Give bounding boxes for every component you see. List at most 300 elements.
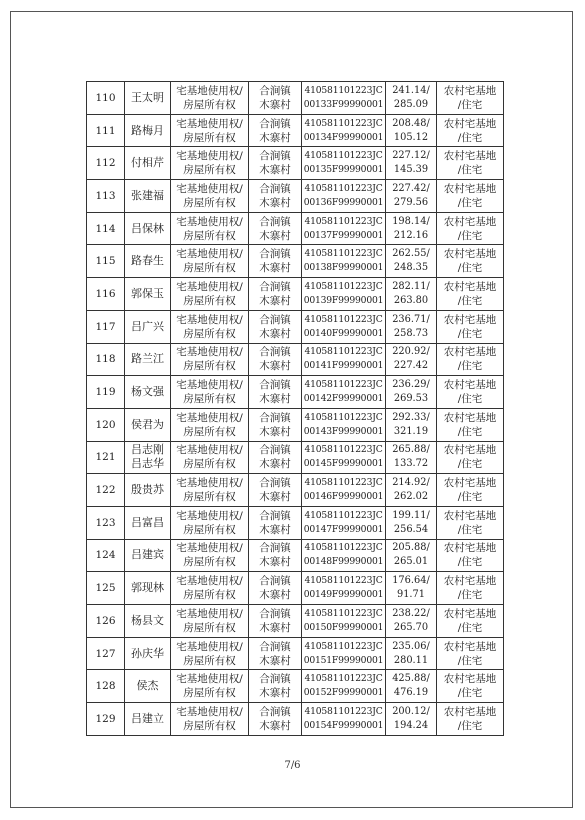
cell-number: 113 xyxy=(87,180,125,213)
cell-right-type xyxy=(171,343,249,376)
cell-land-use xyxy=(437,180,504,213)
cell-location-line: 合涧镇 xyxy=(259,477,291,490)
cell-right-type-line: 房屋所有权 xyxy=(183,262,236,275)
cell-location-line: 木寨村 xyxy=(259,556,291,569)
cell-area-line: 194.24 xyxy=(393,719,429,731)
cell-land-use-line: /住宅 xyxy=(457,654,483,667)
table-row xyxy=(87,670,504,703)
table-row xyxy=(87,245,504,278)
table-row xyxy=(87,147,504,180)
cell-land-use-line: 农村宅基地 xyxy=(443,117,497,130)
cell-area-line: 282.11/ xyxy=(392,280,430,292)
cell-right-type xyxy=(171,572,249,605)
cell-location-line: 合涧镇 xyxy=(259,509,291,522)
cell-location-line: 木寨村 xyxy=(259,425,291,438)
cell-parcel-code xyxy=(302,703,386,736)
cell-land-use xyxy=(437,376,504,409)
cell-parcel-code-line: 410581101223JC xyxy=(304,313,383,325)
cell-right-type-line: 宅基地使用权/ xyxy=(176,182,243,195)
cell-parcel-code-line: 00143F99990001 xyxy=(303,425,384,437)
cell-area-line: 265.70 xyxy=(393,621,429,633)
cell-right-type-line: 宅基地使用权/ xyxy=(176,607,243,620)
cell-area-line: 280.11 xyxy=(393,654,429,666)
cell-parcel-code-line: 00140F99990001 xyxy=(303,327,384,339)
cell-area-line: 198.14/ xyxy=(392,215,430,227)
cell-number: 115 xyxy=(87,245,125,278)
cell-parcel-code-line: 00133F99990001 xyxy=(303,98,384,110)
cell-parcel-code-line: 410581101223JC xyxy=(304,509,383,521)
cell-parcel-code-line: 00138F99990001 xyxy=(303,262,384,274)
cell-location-line: 合涧镇 xyxy=(259,346,291,359)
cell-land-use-line: /住宅 xyxy=(457,589,483,602)
cell-owner-name xyxy=(125,82,171,115)
cell-location-line: 合涧镇 xyxy=(259,280,291,293)
cell-area-line: 279.56 xyxy=(393,196,429,208)
page-number: 7/6 xyxy=(284,760,301,771)
cell-parcel-code-line: 00145F99990001 xyxy=(303,458,384,470)
cell-area xyxy=(386,572,437,605)
cell-location-line: 合涧镇 xyxy=(259,607,291,620)
cell-location xyxy=(249,343,302,376)
cell-owner-name-line: 孙庆华 xyxy=(131,646,164,660)
cell-number: 129 xyxy=(87,703,125,736)
cell-owner-name-line: 侯杰 xyxy=(136,679,159,693)
cell-parcel-code-line: 00142F99990001 xyxy=(303,393,384,405)
cell-area-line: 133.72 xyxy=(393,458,429,470)
cell-location-line: 木寨村 xyxy=(259,719,291,732)
cell-area-line: 227.42/ xyxy=(392,182,430,194)
cell-number: 110 xyxy=(87,82,125,115)
cell-parcel-code-line: 00148F99990001 xyxy=(303,556,384,568)
cell-parcel-code-line: 410581101223JC xyxy=(304,640,383,652)
cell-location-line: 木寨村 xyxy=(259,589,291,602)
cell-parcel-code xyxy=(302,506,386,539)
cell-number: 120 xyxy=(87,408,125,441)
cell-location-line: 合涧镇 xyxy=(259,117,291,130)
cell-owner-name-line: 路梅月 xyxy=(131,123,164,137)
cell-right-type-line: 宅基地使用权/ xyxy=(176,542,243,555)
cell-area-line: 241.14/ xyxy=(392,84,430,96)
cell-owner-name-line: 侯君为 xyxy=(131,417,164,431)
cell-location-line: 合涧镇 xyxy=(259,542,291,555)
cell-right-type-line: 房屋所有权 xyxy=(183,589,236,602)
cell-owner-name-line: 郭保玉 xyxy=(131,286,164,300)
cell-owner-name-line: 吕建立 xyxy=(131,711,164,725)
cell-land-use-line: /住宅 xyxy=(457,458,483,471)
registry-table-body xyxy=(87,82,504,736)
cell-area-line: 265.01 xyxy=(393,556,429,568)
cell-right-type xyxy=(171,441,249,474)
cell-location-line: 木寨村 xyxy=(259,131,291,144)
cell-right-type-line: 宅基地使用权/ xyxy=(176,640,243,653)
table-row xyxy=(87,310,504,343)
cell-owner-name xyxy=(125,343,171,376)
cell-area xyxy=(386,376,437,409)
cell-location xyxy=(249,82,302,115)
cell-parcel-code-line: 410581101223JC xyxy=(304,411,383,423)
cell-area-line: 476.19 xyxy=(393,687,429,699)
cell-location xyxy=(249,147,302,180)
cell-right-type xyxy=(171,605,249,638)
cell-owner-name-line: 王太明 xyxy=(131,90,164,104)
cell-parcel-code xyxy=(302,147,386,180)
cell-parcel-code-line: 410581101223JC xyxy=(304,346,383,358)
cell-location xyxy=(249,605,302,638)
cell-right-type-line: 房屋所有权 xyxy=(183,425,236,438)
cell-land-use-line: /住宅 xyxy=(457,262,483,275)
cell-location-line: 合涧镇 xyxy=(259,215,291,228)
cell-number: 116 xyxy=(87,278,125,311)
cell-area-line: 321.19 xyxy=(393,425,429,437)
cell-land-use xyxy=(437,605,504,638)
cell-land-use-line: /住宅 xyxy=(457,719,483,732)
cell-land-use-line: /住宅 xyxy=(457,425,483,438)
cell-land-use-line: /住宅 xyxy=(457,360,483,373)
cell-owner-name xyxy=(125,539,171,572)
cell-area xyxy=(386,637,437,670)
cell-location-line: 合涧镇 xyxy=(259,575,291,588)
cell-location-line: 合涧镇 xyxy=(259,673,291,686)
cell-parcel-code-line: 410581101223JC xyxy=(304,607,383,619)
table-row xyxy=(87,441,504,474)
cell-parcel-code xyxy=(302,670,386,703)
cell-owner-name xyxy=(125,474,171,507)
cell-parcel-code-line: 410581101223JC xyxy=(304,705,383,717)
cell-location xyxy=(249,539,302,572)
cell-land-use-line: /住宅 xyxy=(457,621,483,634)
cell-area-line: 200.12/ xyxy=(392,705,430,717)
cell-owner-name xyxy=(125,506,171,539)
cell-right-type-line: 房屋所有权 xyxy=(183,196,236,209)
cell-land-use xyxy=(437,539,504,572)
cell-land-use xyxy=(437,245,504,278)
cell-parcel-code-line: 410581101223JC xyxy=(304,673,383,685)
cell-owner-name xyxy=(125,310,171,343)
cell-location-line: 木寨村 xyxy=(259,458,291,471)
table-row xyxy=(87,376,504,409)
cell-area xyxy=(386,539,437,572)
cell-area xyxy=(386,343,437,376)
cell-area-line: 238.22/ xyxy=(392,607,430,619)
cell-land-use-line: 农村宅基地 xyxy=(443,673,497,686)
cell-parcel-code-line: 00135F99990001 xyxy=(303,164,384,176)
cell-location-line: 合涧镇 xyxy=(259,411,291,424)
cell-land-use-line: 农村宅基地 xyxy=(443,542,497,555)
cell-owner-name-line: 路春生 xyxy=(131,254,164,268)
cell-land-use-line: 农村宅基地 xyxy=(443,182,497,195)
table-row xyxy=(87,539,504,572)
cell-number: 118 xyxy=(87,343,125,376)
cell-land-use-line: 农村宅基地 xyxy=(443,215,497,228)
cell-right-type-line: 宅基地使用权/ xyxy=(176,280,243,293)
cell-land-use-line: /住宅 xyxy=(457,164,483,177)
cell-land-use-line: /住宅 xyxy=(457,491,483,504)
table-row xyxy=(87,82,504,115)
cell-land-use-line: /住宅 xyxy=(457,294,483,307)
cell-location xyxy=(249,245,302,278)
cell-right-type xyxy=(171,506,249,539)
table-row xyxy=(87,114,504,147)
cell-right-type-line: 房屋所有权 xyxy=(183,621,236,634)
cell-right-type-line: 房屋所有权 xyxy=(183,556,236,569)
cell-location-line: 合涧镇 xyxy=(259,444,291,457)
cell-area-line: 285.09 xyxy=(393,98,429,110)
cell-right-type-line: 房屋所有权 xyxy=(183,229,236,242)
cell-location-line: 木寨村 xyxy=(259,229,291,242)
cell-land-use-line: /住宅 xyxy=(457,556,483,569)
cell-land-use xyxy=(437,278,504,311)
cell-parcel-code-line: 00136F99990001 xyxy=(303,196,384,208)
cell-area xyxy=(386,212,437,245)
cell-location xyxy=(249,180,302,213)
table-row xyxy=(87,212,504,245)
cell-parcel-code xyxy=(302,637,386,670)
cell-location-line: 木寨村 xyxy=(259,196,291,209)
cell-right-type xyxy=(171,376,249,409)
cell-right-type xyxy=(171,474,249,507)
cell-location xyxy=(249,506,302,539)
cell-land-use-line: 农村宅基地 xyxy=(443,280,497,293)
cell-land-use-line: 农村宅基地 xyxy=(443,509,497,522)
cell-right-type xyxy=(171,278,249,311)
cell-parcel-code-line: 410581101223JC xyxy=(304,182,383,194)
cell-right-type xyxy=(171,147,249,180)
cell-area xyxy=(386,180,437,213)
cell-land-use xyxy=(437,114,504,147)
cell-owner-name-line: 郭现林 xyxy=(131,581,164,595)
cell-parcel-code-line: 410581101223JC xyxy=(304,379,383,391)
cell-land-use-line: 农村宅基地 xyxy=(443,444,497,457)
cell-owner-name-line: 吕志华 xyxy=(131,457,164,471)
cell-right-type xyxy=(171,180,249,213)
cell-right-type-line: 宅基地使用权/ xyxy=(176,215,243,228)
cell-land-use xyxy=(437,310,504,343)
cell-parcel-code-line: 410581101223JC xyxy=(304,150,383,162)
cell-parcel-code-line: 410581101223JC xyxy=(304,575,383,587)
table-row xyxy=(87,703,504,736)
cell-owner-name-line: 吕广兴 xyxy=(131,319,164,333)
cell-right-type-line: 宅基地使用权/ xyxy=(176,248,243,261)
cell-location xyxy=(249,408,302,441)
cell-land-use xyxy=(437,670,504,703)
cell-owner-name xyxy=(125,605,171,638)
cell-owner-name-line: 吕建宾 xyxy=(131,548,164,562)
cell-location xyxy=(249,572,302,605)
cell-land-use-line: 农村宅基地 xyxy=(443,379,497,392)
cell-area-line: 292.33/ xyxy=(392,411,430,423)
cell-location-line: 木寨村 xyxy=(259,262,291,275)
cell-location xyxy=(249,278,302,311)
cell-parcel-code-line: 410581101223JC xyxy=(304,542,383,554)
cell-owner-name xyxy=(125,376,171,409)
cell-area-line: 212.16 xyxy=(393,229,429,241)
cell-owner-name-line: 杨县文 xyxy=(131,613,164,627)
cell-location-line: 木寨村 xyxy=(259,294,291,307)
cell-right-type-line: 宅基地使用权/ xyxy=(176,150,243,163)
cell-right-type xyxy=(171,245,249,278)
cell-area xyxy=(386,408,437,441)
cell-land-use-line: 农村宅基地 xyxy=(443,607,497,620)
cell-right-type xyxy=(171,539,249,572)
cell-location-line: 合涧镇 xyxy=(259,705,291,718)
cell-location-line: 木寨村 xyxy=(259,327,291,340)
cell-right-type-line: 宅基地使用权/ xyxy=(176,346,243,359)
cell-area-line: 256.54 xyxy=(393,523,429,535)
cell-area-line: 220.92/ xyxy=(392,346,430,358)
cell-right-type xyxy=(171,637,249,670)
cell-right-type-line: 宅基地使用权/ xyxy=(176,509,243,522)
cell-parcel-code xyxy=(302,441,386,474)
cell-owner-name xyxy=(125,245,171,278)
cell-right-type xyxy=(171,114,249,147)
cell-land-use xyxy=(437,637,504,670)
cell-right-type-line: 房屋所有权 xyxy=(183,164,236,177)
cell-land-use xyxy=(437,506,504,539)
cell-parcel-code xyxy=(302,278,386,311)
cell-number: 128 xyxy=(87,670,125,703)
cell-land-use xyxy=(437,343,504,376)
cell-land-use-line: 农村宅基地 xyxy=(443,477,497,490)
cell-right-type-line: 房屋所有权 xyxy=(183,393,236,406)
cell-location xyxy=(249,376,302,409)
cell-number: 125 xyxy=(87,572,125,605)
cell-right-type xyxy=(171,670,249,703)
cell-area-line: 227.12/ xyxy=(392,150,430,162)
cell-area-line: 425.88/ xyxy=(392,673,430,685)
cell-land-use-line: /住宅 xyxy=(457,229,483,242)
cell-parcel-code-line: 00147F99990001 xyxy=(303,523,384,535)
registry-table xyxy=(86,81,504,736)
cell-owner-name xyxy=(125,408,171,441)
cell-location xyxy=(249,474,302,507)
cell-area-line: 91.71 xyxy=(396,589,426,601)
cell-area-line: 105.12 xyxy=(393,131,429,143)
cell-number: 114 xyxy=(87,212,125,245)
cell-parcel-code-line: 00139F99990001 xyxy=(303,294,384,306)
cell-location-line: 合涧镇 xyxy=(259,182,291,195)
cell-owner-name xyxy=(125,114,171,147)
cell-area xyxy=(386,278,437,311)
cell-location-line: 木寨村 xyxy=(259,687,291,700)
cell-number: 111 xyxy=(87,114,125,147)
cell-right-type-line: 宅基地使用权/ xyxy=(176,117,243,130)
cell-area xyxy=(386,147,437,180)
cell-right-type-line: 房屋所有权 xyxy=(183,719,236,732)
cell-right-type xyxy=(171,212,249,245)
cell-parcel-code xyxy=(302,343,386,376)
cell-right-type-line: 房屋所有权 xyxy=(183,491,236,504)
table-row xyxy=(87,343,504,376)
table-row xyxy=(87,506,504,539)
cell-owner-name xyxy=(125,637,171,670)
cell-right-type-line: 房屋所有权 xyxy=(183,360,236,373)
cell-right-type xyxy=(171,82,249,115)
cell-right-type-line: 宅基地使用权/ xyxy=(176,411,243,424)
cell-area-line: 208.48/ xyxy=(392,117,430,129)
cell-owner-name-line: 路兰江 xyxy=(131,352,164,366)
cell-parcel-code xyxy=(302,180,386,213)
cell-area xyxy=(386,474,437,507)
cell-location-line: 合涧镇 xyxy=(259,379,291,392)
cell-location xyxy=(249,212,302,245)
table-row xyxy=(87,278,504,311)
cell-owner-name xyxy=(125,670,171,703)
cell-right-type xyxy=(171,310,249,343)
cell-location xyxy=(249,637,302,670)
cell-land-use-line: 农村宅基地 xyxy=(443,640,497,653)
cell-owner-name-line: 张建福 xyxy=(131,188,164,202)
cell-land-use-line: /住宅 xyxy=(457,327,483,340)
cell-location xyxy=(249,670,302,703)
cell-location-line: 合涧镇 xyxy=(259,150,291,163)
cell-right-type-line: 房屋所有权 xyxy=(183,131,236,144)
cell-owner-name xyxy=(125,572,171,605)
cell-parcel-code xyxy=(302,114,386,147)
cell-area-line: 262.02 xyxy=(393,491,429,503)
cell-area-line: 263.80 xyxy=(393,294,429,306)
cell-number: 126 xyxy=(87,605,125,638)
cell-location-line: 合涧镇 xyxy=(259,313,291,326)
cell-location-line: 木寨村 xyxy=(259,164,291,177)
cell-owner-name xyxy=(125,703,171,736)
cell-parcel-code-line: 00137F99990001 xyxy=(303,229,384,241)
cell-parcel-code-line: 00149F99990001 xyxy=(303,589,384,601)
cell-land-use xyxy=(437,474,504,507)
cell-right-type-line: 宅基地使用权/ xyxy=(176,673,243,686)
cell-owner-name xyxy=(125,212,171,245)
cell-parcel-code xyxy=(302,572,386,605)
cell-owner-name xyxy=(125,441,171,474)
cell-right-type-line: 宅基地使用权/ xyxy=(176,705,243,718)
cell-location xyxy=(249,703,302,736)
cell-parcel-code xyxy=(302,408,386,441)
cell-land-use-line: 农村宅基地 xyxy=(443,150,497,163)
cell-parcel-code xyxy=(302,605,386,638)
cell-area-line: 248.35 xyxy=(393,262,429,274)
cell-parcel-code xyxy=(302,539,386,572)
cell-parcel-code xyxy=(302,474,386,507)
cell-right-type-line: 宅基地使用权/ xyxy=(176,379,243,392)
cell-land-use-line: 农村宅基地 xyxy=(443,313,497,326)
cell-land-use xyxy=(437,212,504,245)
cell-owner-name xyxy=(125,180,171,213)
cell-owner-name-line: 付相芹 xyxy=(131,156,164,170)
cell-right-type-line: 宅基地使用权/ xyxy=(176,313,243,326)
cell-number: 119 xyxy=(87,376,125,409)
cell-land-use-line: /住宅 xyxy=(457,196,483,209)
cell-area xyxy=(386,506,437,539)
cell-parcel-code-line: 410581101223JC xyxy=(304,84,383,96)
cell-land-use-line: 农村宅基地 xyxy=(443,84,497,97)
cell-land-use-line: /住宅 xyxy=(457,98,483,111)
cell-parcel-code-line: 00146F99990001 xyxy=(303,491,384,503)
cell-area-line: 258.73 xyxy=(393,327,429,339)
cell-number: 112 xyxy=(87,147,125,180)
cell-area xyxy=(386,703,437,736)
cell-land-use xyxy=(437,82,504,115)
cell-parcel-code-line: 410581101223JC xyxy=(304,117,383,129)
cell-parcel-code-line: 410581101223JC xyxy=(304,444,383,456)
cell-parcel-code xyxy=(302,82,386,115)
cell-land-use-line: 农村宅基地 xyxy=(443,346,497,359)
cell-right-type-line: 房屋所有权 xyxy=(183,98,236,111)
cell-owner-name xyxy=(125,147,171,180)
cell-right-type xyxy=(171,703,249,736)
cell-land-use-line: 农村宅基地 xyxy=(443,411,497,424)
cell-area xyxy=(386,605,437,638)
cell-area xyxy=(386,670,437,703)
cell-parcel-code-line: 00151F99990001 xyxy=(303,654,384,666)
